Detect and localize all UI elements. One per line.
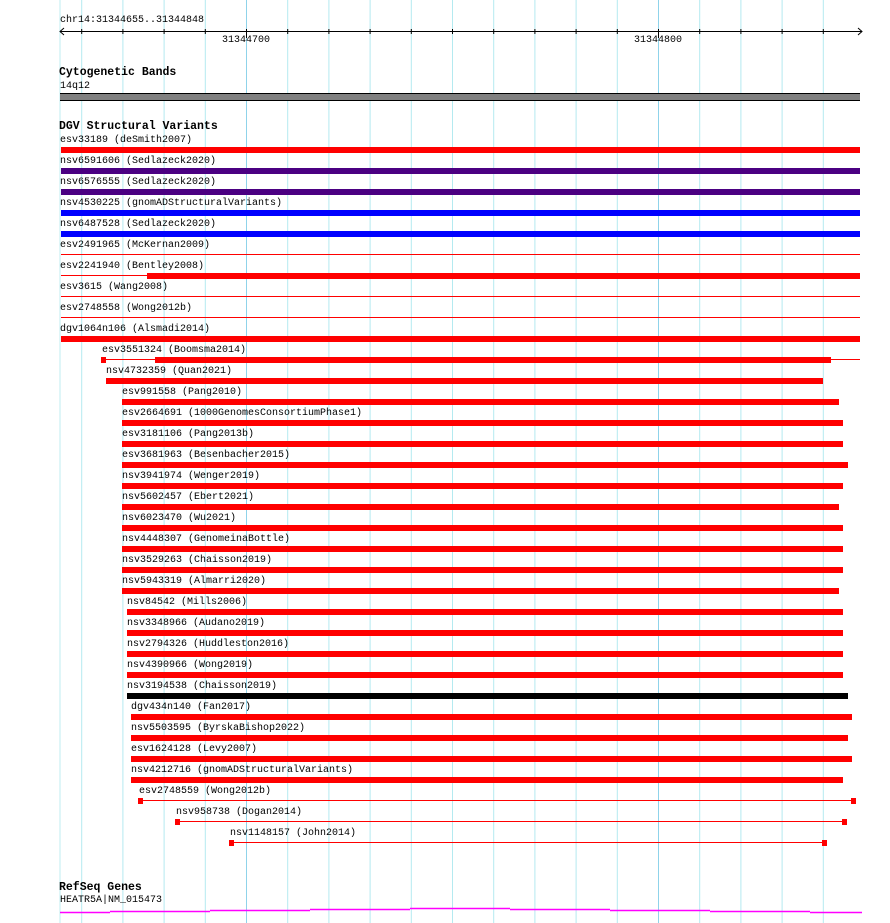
dgv-feature-label[interactable]: nsv4530225 (gnomADStructuralVariants) [60,198,283,209]
dgv-feature-label[interactable]: nsv4448307 (GenomeinaBottle) [122,534,291,545]
dgv-feature-label[interactable]: esv3681963 (Besenbacher2015) [122,450,291,461]
dgv-feature-label[interactable]: dgv1064n106 (Alsmadi2014) [60,324,211,335]
ruler-major-label: 31344800 [634,35,683,46]
refseq-track-title: RefSeq Genes [59,881,142,894]
dgv-feature-label[interactable]: nsv6591606 (Sedlazeck2020) [60,156,217,167]
dgv-feature-label[interactable]: esv1624128 (Levy2007) [131,744,258,755]
dgv-feature-label[interactable]: nsv6023470 (Wu2021) [122,513,237,524]
dgv-feature-label[interactable]: nsv3348966 (Audano2019) [127,618,266,629]
dgv-feature-label[interactable]: esv33189 (deSmith2007) [60,135,193,146]
dgv-feature-label[interactable]: esv2748559 (Wong2012b) [139,786,272,797]
dgv-feature-label[interactable]: esv991558 (Pang2010) [122,387,243,398]
dgv-feature-label[interactable]: esv2241940 (Bentley2008) [60,261,205,272]
dgv-feature-label[interactable]: nsv6576555 (Sedlazeck2020) [60,177,217,188]
dgv-feature-label[interactable]: esv2491965 (McKernan2009) [60,240,211,251]
dgv-feature-label[interactable]: nsv958738 (Dogan2014) [176,807,303,818]
dgv-feature-label[interactable]: nsv4732359 (Quan2021) [106,366,233,377]
dgv-feature-label[interactable]: nsv5503595 (ByrskaBishop2022) [131,723,306,734]
dgv-feature-label[interactable]: nsv3194538 (Chaisson2019) [127,681,278,692]
dgv-feature-label[interactable]: nsv3529263 (Chaisson2019) [122,555,273,566]
dgv-track-title: DGV Structural Variants [59,120,218,133]
dgv-feature-label[interactable]: esv2664691 (1000GenomesConsortiumPhase1) [122,408,363,419]
dgv-feature-label[interactable]: nsv1148157 (John2014) [230,828,357,839]
dgv-feature-label[interactable]: nsv3941974 (Wenger2019) [122,471,261,482]
cytoband-track-title: Cytogenetic Bands [59,66,177,79]
ruler-major-label: 31344700 [222,35,271,46]
dgv-feature-label[interactable]: esv2748558 (Wong2012b) [60,303,193,314]
dgv-feature-label[interactable]: nsv2794326 (Huddleston2016) [127,639,290,650]
dgv-feature-label[interactable]: nsv5602457 (Ebert2021) [122,492,255,503]
dgv-feature-label[interactable]: nsv84542 (Mills2006) [127,597,248,608]
dgv-feature-label[interactable]: esv3181106 (Pang2013b) [122,429,255,440]
dgv-feature-label[interactable]: nsv4390966 (Wong2019) [127,660,254,671]
dgv-feature-label[interactable]: dgv434n140 (Fan2017) [131,702,252,713]
dgv-feature-label[interactable]: nsv6487528 (Sedlazeck2020) [60,219,217,230]
dgv-feature-label[interactable]: esv3615 (Wang2008) [60,282,169,293]
dgv-feature-label[interactable]: nsv4212716 (gnomADStructuralVariants) [131,765,354,776]
cytoband-label: 14q12 [60,81,91,92]
dgv-feature-label[interactable]: nsv5943319 (Almarri2020) [122,576,267,587]
location-label: chr14:31344655..31344848 [60,15,205,26]
gene-label: HEATR5A|NM_015473 [60,895,163,906]
dgv-feature-label[interactable]: esv3551324 (Boomsma2014) [102,345,247,356]
